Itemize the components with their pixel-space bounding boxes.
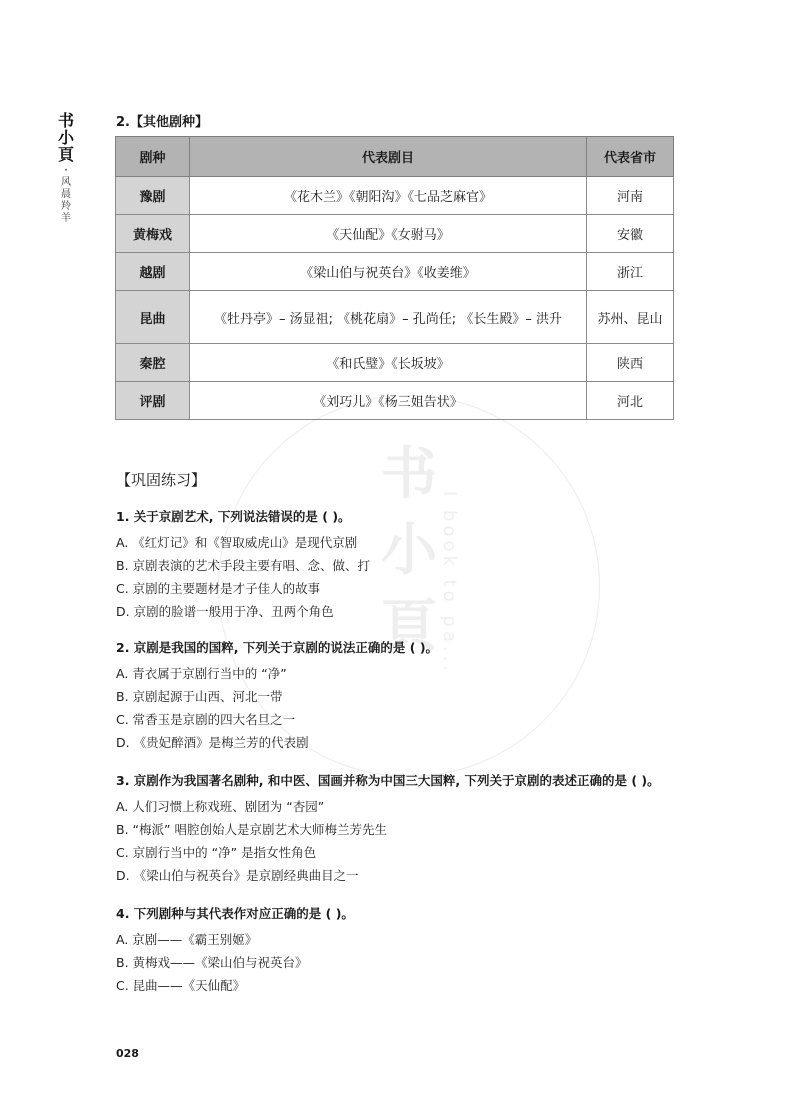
opera-region-cell: 陕西 (587, 344, 674, 382)
opera-works-cell: 《和氏璧》《长坂坡》 (190, 344, 587, 382)
question-3: 3. 京剧作为我国著名剧种, 和中医、国画并称为中国三大国粹, 下列关于京剧的表述正确的是 ( )。 (116, 773, 660, 788)
opera-kind-cell: 黄梅戏 (116, 215, 190, 253)
section-title: 2.【其他剧种】 (116, 115, 208, 130)
option: C. 昆曲——《天仙配》 (116, 978, 246, 993)
brand-sub-char: 羚 (61, 201, 71, 212)
watermark-char: 书 (381, 441, 437, 507)
column-header: 代表剧目 (190, 137, 587, 177)
opera-region-cell: 河南 (587, 177, 674, 215)
opera-region-cell: 安徽 (587, 215, 674, 253)
opera-works-cell: 《花木兰》《朝阳沟》《七品芝麻官》 (190, 177, 587, 215)
option: A. 人们习惯上称戏班、剧团为 “杏园” (116, 799, 325, 814)
opera-kind-cell: 越剧 (116, 253, 190, 291)
brand-sub-char: 羊 (61, 213, 71, 224)
table-row (116, 253, 674, 291)
opera-kind-cell: 昆曲 (116, 291, 190, 344)
option: B. 京剧起源于山西、河北一带 (116, 689, 283, 704)
opera-table (115, 136, 674, 420)
table-row (116, 177, 674, 215)
option: B. 京剧表演的艺术手段主要有唱、念、做、打 (116, 558, 371, 573)
brand-sub-char: 晨 (61, 189, 71, 200)
opera-works-cell: 《牡丹亭》– 汤显祖; 《桃花扇》– 孔尚任; 《长生殿》– 洪升 (190, 291, 587, 344)
opera-works-cell: 《天仙配》《女驸马》 (190, 215, 587, 253)
option: D. 京剧的脸谱一般用于净、丑两个角色 (116, 604, 334, 619)
opera-kind-cell: 秦腔 (116, 344, 190, 382)
table-row (116, 291, 674, 344)
column-header: 代表省市 (587, 137, 674, 177)
brand-sub-char: 风 (61, 177, 71, 188)
side-brand-logo (52, 112, 80, 225)
option: C. 京剧的主要题材是才子佳人的故事 (116, 581, 321, 596)
opera-works-cell: 《刘巧儿》《杨三姐告状》 (190, 382, 587, 420)
opera-kind-cell: 豫剧 (116, 177, 190, 215)
table-row (116, 344, 674, 382)
opera-region-cell: 河北 (587, 382, 674, 420)
brand-char: 小 (57, 128, 74, 147)
watermark-text (379, 436, 439, 664)
watermark-char: 頁 (381, 593, 437, 659)
opera-region-cell: 浙江 (587, 253, 674, 291)
table-header-row (116, 137, 674, 177)
option: B. 黄梅戏——《梁山伯与祝英台》 (116, 955, 308, 970)
option: A. 京剧——《霸王别姬》 (116, 932, 258, 947)
opera-region-cell: 苏州、昆山 (587, 291, 674, 344)
table-row (116, 215, 674, 253)
option: C. 常香玉是京剧的四大名旦之一 (116, 712, 296, 727)
opera-kind-cell: 评剧 (116, 382, 190, 420)
option: A. 《红灯记》和《智取威虎山》是现代京剧 (116, 535, 358, 550)
option: D. 《梁山伯与祝英台》是京剧经典曲目之一 (116, 868, 359, 883)
question-2: 2. 京剧是我国的国粹, 下列关于京剧的说法正确的是 ( )。 (116, 640, 439, 655)
exercise-header: 【巩固练习】 (116, 471, 207, 489)
option: C. 京剧行当中的 “净” 是指女性角色 (116, 845, 317, 860)
option: D. 《贵妃醉酒》是梅兰芳的代表剧 (116, 735, 309, 750)
option: A. 青衣属于京剧行当中的 “净” (116, 666, 287, 681)
table-row (116, 382, 674, 420)
brand-char: 书 (57, 111, 74, 130)
question-1: 1. 关于京剧艺术, 下列说法错误的是 ( )。 (116, 509, 351, 524)
watermark-subtext: I book to pa... (439, 491, 460, 676)
brand-dot: · (64, 163, 68, 177)
watermark-char: 小 (381, 517, 437, 583)
question-4: 4. 下列剧种与其代表作对应正确的是 ( )。 (116, 906, 354, 921)
brand-char: 頁 (57, 145, 74, 164)
column-header: 剧种 (116, 137, 190, 177)
page-number: 028 (116, 1047, 139, 1060)
option: B. “梅派” 唱腔创始人是京剧艺术大师梅兰芳先生 (116, 822, 387, 837)
opera-works-cell: 《梁山伯与祝英台》《收姜维》 (190, 253, 587, 291)
